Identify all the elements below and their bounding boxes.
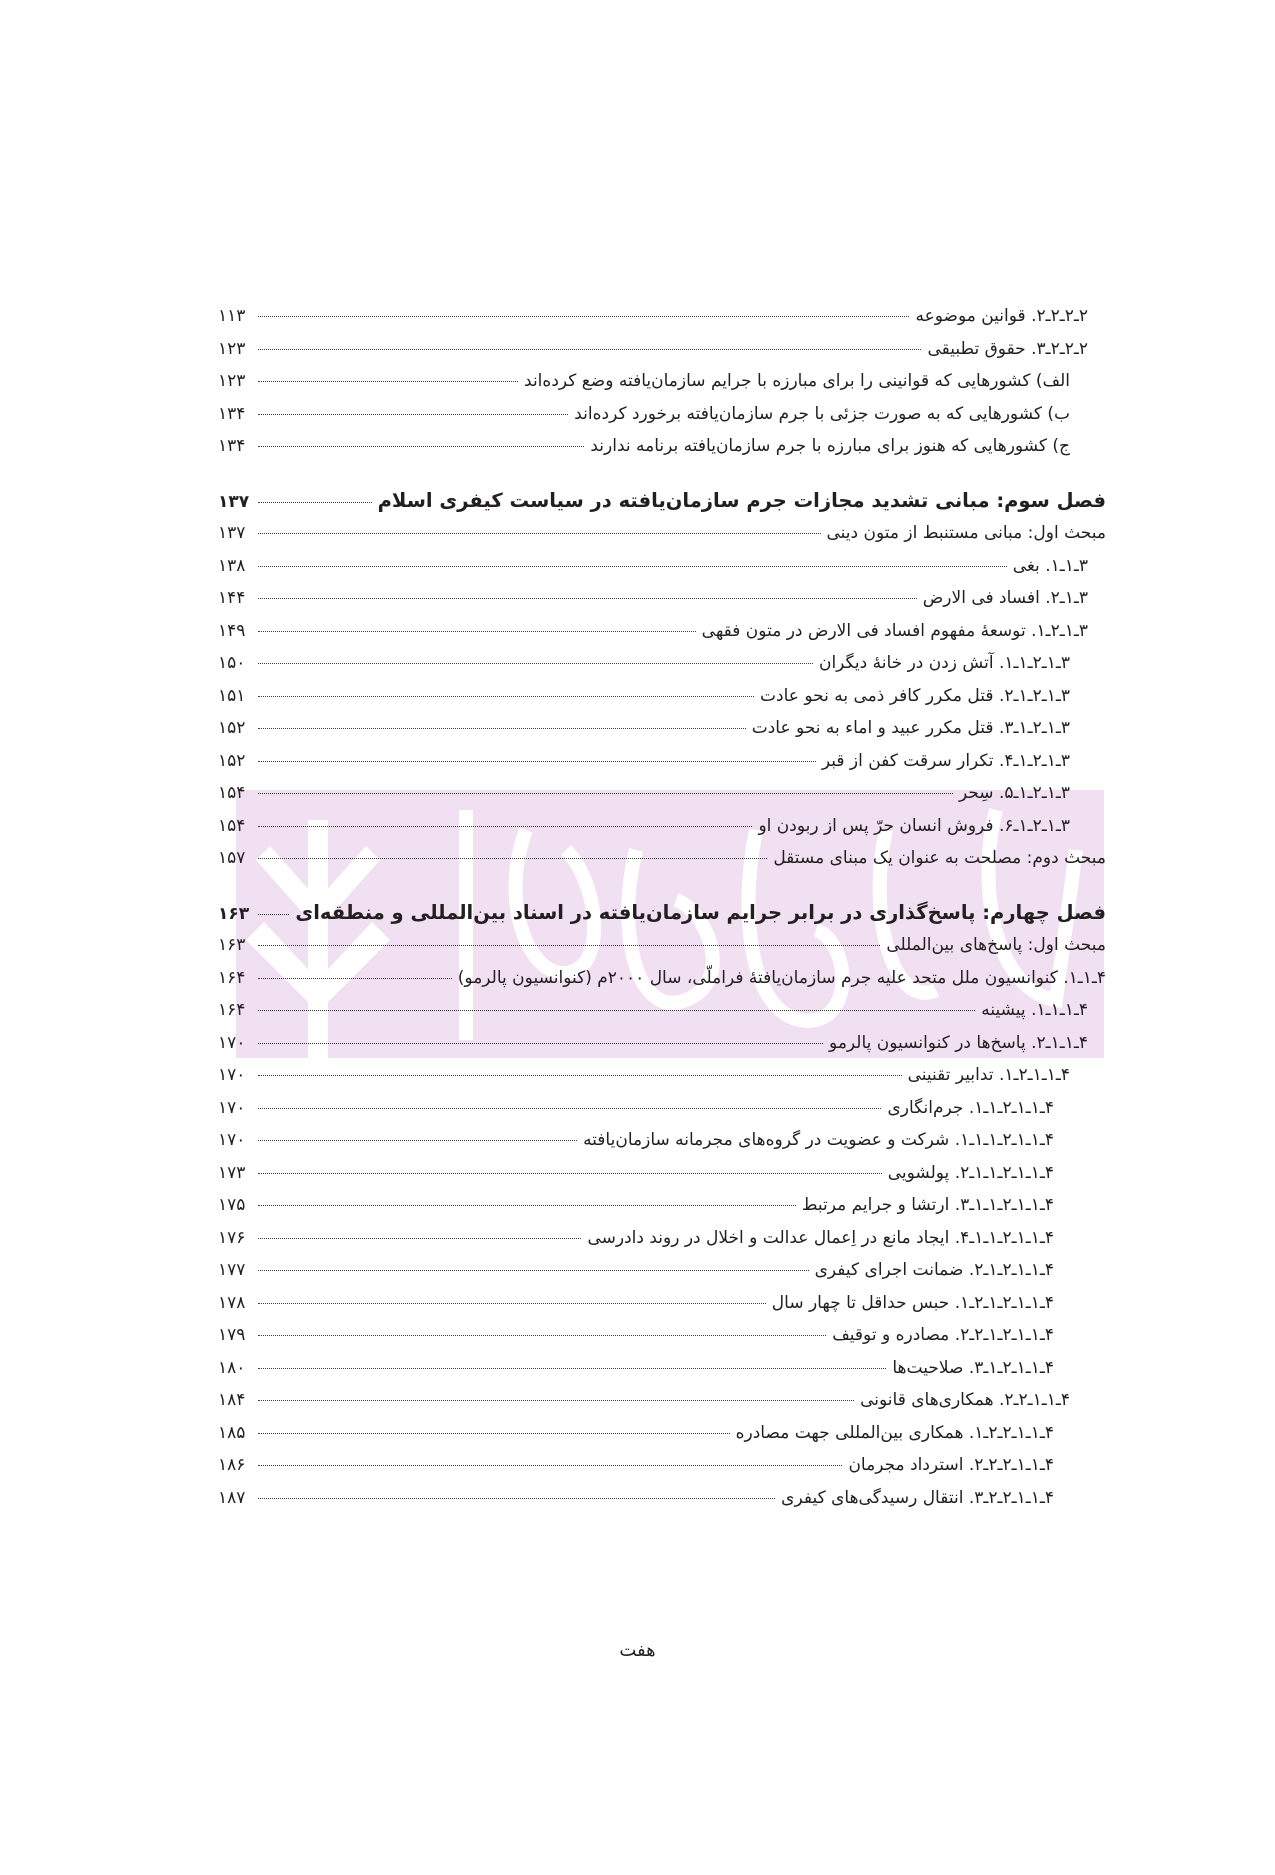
toc-entry-title: ۴ـ۱ـ۱ـ۲ـ۲ـ۳. انتقال رسیدگی‌های کیفری <box>781 1487 1054 1508</box>
toc-entry-title: ۳ـ۱ـ۲ـ۱ـ۳. قتل مکرر عبید و اماء به نحو عادت <box>751 718 1070 738</box>
dot-leader <box>258 1465 842 1466</box>
dot-leader <box>258 826 752 827</box>
dot-leader <box>258 1010 975 1011</box>
toc-entry-page-number: ۱۸۰ <box>218 1357 246 1378</box>
toc-entry[interactable] <box>218 810 1106 843</box>
toc-entry-page-number: ۱۴۹ <box>218 620 246 641</box>
toc-entry-title: فصل چهارم: پاسخ‌گذاری در برابر جرایم سازمان‌یافته در اسناد بین‌المللی و منطقه‌ای <box>295 900 1106 924</box>
dot-leader <box>258 663 813 664</box>
toc-entry[interactable] <box>218 994 1106 1027</box>
toc-entry-page-number: ۱۷۸ <box>218 1292 246 1313</box>
dot-leader <box>258 1368 886 1369</box>
toc-entry-page-number: ۱۷۰ <box>218 1130 246 1150</box>
dot-leader <box>258 566 1007 567</box>
toc-entry-page-number: ۱۳۷ <box>218 523 246 543</box>
toc-entry[interactable] <box>218 745 1106 778</box>
toc-entry-title: ۴ـ۱ـ۱ـ۲ـ۱ـ۱ـ۲. پولشویی <box>887 1162 1054 1183</box>
toc-entry[interactable] <box>218 1254 1106 1287</box>
dot-leader <box>258 945 880 946</box>
toc-entry[interactable] <box>218 1157 1106 1190</box>
toc-entry[interactable] <box>218 430 1106 463</box>
toc-entry-page-number: ۱۵۲ <box>218 718 246 738</box>
dot-leader <box>258 1173 882 1174</box>
dot-leader <box>258 533 821 534</box>
toc-entry-page-number: ۱۵۰ <box>218 653 246 673</box>
toc-entry-title: ب) کشورهایی که به صورت جزئی با جرم سازمان‌یافته برخورد کرده‌اند <box>574 403 1070 424</box>
toc-entry[interactable] <box>218 300 1106 333</box>
dot-leader <box>258 696 754 697</box>
toc-entry[interactable] <box>218 1059 1106 1092</box>
table-of-contents <box>218 300 1106 1514</box>
toc-entry-page-number: ۱۸۵ <box>218 1422 246 1443</box>
toc-entry[interactable] <box>218 517 1106 550</box>
dot-leader <box>258 1400 854 1401</box>
toc-entry-page-number: ۱۶۴ <box>218 967 246 988</box>
toc-entry[interactable] <box>218 962 1106 995</box>
dot-leader <box>258 978 452 979</box>
toc-entry[interactable] <box>218 550 1106 583</box>
toc-entry-page-number: ۱۶۳ <box>218 935 246 955</box>
toc-entry[interactable] <box>218 333 1106 366</box>
toc-entry-title: مبحث اول: مبانی مستنبط از متون دینی <box>826 523 1106 543</box>
toc-entry[interactable] <box>218 1287 1106 1320</box>
toc-entry[interactable] <box>218 1417 1106 1450</box>
toc-entry-page-number: ۱۷۰ <box>218 1032 246 1053</box>
toc-entry-title: ۲ـ۲ـ۲ـ۲. قوانین موضوعه <box>915 306 1088 326</box>
dot-leader <box>258 381 518 382</box>
dot-leader <box>258 316 909 317</box>
toc-entry-title: ۴ـ۱ـ۱ـ۲ـ۱ـ۲. ضمانت اجرای کیفری <box>814 1260 1054 1280</box>
toc-entry-page-number: ۱۷۹ <box>218 1325 246 1345</box>
toc-entry-page-number: ۱۵۷ <box>218 848 246 868</box>
dot-leader <box>258 1205 796 1206</box>
toc-entry[interactable] <box>218 1124 1106 1157</box>
toc-entry-title: ۴ـ۱ـ۱ـ۲ـ۱ـ۱ـ۱. شرکت و عضویت در گروه‌های مجرمانه سازمان‌یافته <box>583 1130 1054 1150</box>
dot-leader <box>258 414 568 415</box>
toc-entry-title: ۳ـ۱ـ۲ـ۱ـ۱. آتش زدن در خانهٔ دیگران <box>818 653 1070 673</box>
toc-entry[interactable] <box>218 365 1106 398</box>
toc-entry[interactable] <box>218 1222 1106 1255</box>
toc-entry-page-number: ۱۷۶ <box>218 1227 246 1248</box>
toc-entry-title: ۴ـ۱ـ۱ـ۲ـ۱ـ۱ـ۳. ارتشا و جرایم مرتبط <box>801 1195 1054 1215</box>
toc-entry[interactable] <box>218 647 1106 680</box>
toc-entry[interactable] <box>218 1092 1106 1125</box>
toc-entry-page-number: ۱۷۳ <box>218 1162 246 1183</box>
toc-entry-title: ۴ـ۱ـ۱ـ۲ـ۱. تدابیر تقنینی <box>907 1065 1070 1085</box>
toc-entry-title: ۳ـ۱ـ۲ـ۱ـ۵. سِحر <box>958 783 1070 803</box>
toc-entry-page-number: ۱۳۴ <box>218 436 246 456</box>
toc-entry[interactable] <box>218 615 1106 648</box>
dot-leader <box>258 1270 809 1271</box>
toc-entry-page-number: ۱۳۷ <box>218 491 250 512</box>
toc-entry-page-number: ۱۷۰ <box>218 1097 246 1118</box>
toc-entry-title: ۴ـ۱ـ۱ـ۲ـ۱ـ۱. جرم‌انگاری <box>887 1097 1054 1118</box>
section-gap <box>218 463 1106 485</box>
toc-entry-title: ۳ـ۱ـ۲ـ۱ـ۶. فروش انسان حرّ پس از ربودن او <box>758 815 1070 836</box>
dot-leader <box>258 858 767 859</box>
toc-entry-title: ۲ـ۲ـ۲ـ۳. حقوق تطبیقی <box>927 338 1088 359</box>
toc-entry[interactable] <box>218 1027 1106 1060</box>
dot-leader <box>258 1335 826 1336</box>
toc-entry-title: الف) کشورهایی که قوانینی را برای مبارزه با جرایم سازمان‌یافته وضع کرده‌اند <box>524 371 1070 391</box>
toc-entry[interactable] <box>218 1482 1106 1515</box>
toc-entry[interactable] <box>218 929 1106 962</box>
dot-leader <box>258 598 917 599</box>
toc-entry-page-number: ۱۶۴ <box>218 1000 246 1020</box>
toc-entry-page-number: ۱۵۲ <box>218 750 246 771</box>
dot-leader <box>258 631 696 632</box>
dot-leader <box>258 1075 902 1076</box>
toc-entry[interactable] <box>218 712 1106 745</box>
dot-leader <box>258 1433 730 1434</box>
toc-entry[interactable] <box>218 680 1106 713</box>
toc-entry-title: ۴ـ۱ـ۱ـ۲ـ۱ـ۱ـ۴. ایجاد مانع در اِعمال عدالت و اخلال در روند دادرسی <box>587 1227 1054 1248</box>
toc-entry-page-number: ۱۳۸ <box>218 555 246 576</box>
dot-leader <box>258 502 372 503</box>
toc-entry[interactable] <box>218 582 1106 615</box>
toc-entry-title: ۳ـ۱ـ۱. بغی <box>1012 555 1088 576</box>
dot-leader <box>258 761 816 762</box>
toc-entry-page-number: ۱۵۱ <box>218 685 246 706</box>
toc-entry-title: فصل سوم: مبانی تشدید مجازات جرم سازمان‌یافته در سیاست کیفری اسلام <box>377 488 1106 512</box>
toc-entry-page-number: ۱۷۷ <box>218 1260 246 1280</box>
toc-entry-title: ۴ـ۱ـ۱ـ۱. پیشینه <box>981 1000 1088 1020</box>
toc-entry-page-number: ۱۳۴ <box>218 403 246 424</box>
toc-entry-title: ۴ـ۱ـ۱ـ۲ـ۱ـ۲ـ۲. مصادره و توقیف <box>832 1325 1054 1345</box>
toc-entry-title: ۴ـ۱ـ۱ـ۲ـ۱ـ۲ـ۱. حبس حداقل تا چهار سال <box>771 1292 1054 1313</box>
toc-entry[interactable] <box>218 1384 1106 1417</box>
toc-entry-page-number: ۱۶۳ <box>218 903 250 924</box>
toc-entry-title: ۳ـ۱ـ۲ـ۱ـ۴. تکرار سرقت کفن از قبر <box>821 750 1070 771</box>
toc-entry-page-number: ۱۸۶ <box>218 1455 246 1475</box>
section-gap <box>218 875 1106 897</box>
toc-entry[interactable] <box>218 842 1106 875</box>
toc-entry-page-number: ۱۷۵ <box>218 1195 246 1215</box>
dot-leader <box>258 1238 581 1239</box>
dot-leader <box>258 914 289 915</box>
toc-entry[interactable] <box>218 398 1106 431</box>
toc-entry-page-number: ۱۸۴ <box>218 1390 246 1410</box>
toc-entry-title: مبحث دوم: مصلحت به عنوان یک مبنای مستقل <box>773 848 1106 868</box>
dot-leader <box>258 1498 775 1499</box>
toc-entry[interactable] <box>218 1449 1106 1482</box>
dot-leader <box>258 728 746 729</box>
toc-entry[interactable] <box>218 1319 1106 1352</box>
toc-entry-title: ۳ـ۱ـ۲ـ۱. توسعهٔ مفهوم افساد فی الارض در متون فقهی <box>701 620 1088 641</box>
toc-entry[interactable] <box>218 1189 1106 1222</box>
toc-entry-title: ۴ـ۱ـ۱ـ۲ـ۲. همکاری‌های قانونی <box>860 1390 1070 1410</box>
dot-leader <box>258 1043 823 1044</box>
toc-entry-page-number: ۱۴۴ <box>218 588 246 608</box>
toc-entry-title: مبحث اول: پاسخ‌های بین‌المللی <box>886 935 1106 955</box>
toc-chapter-entry[interactable] <box>218 897 1106 930</box>
toc-entry-title: ۴ـ۱ـ۱ـ۲ـ۲ـ۱. همکاری بین‌المللی جهت مصادره <box>735 1422 1054 1443</box>
toc-entry-title: ۴ـ۱ـ۱ـ۲ـ۲ـ۲. استرداد مجرمان <box>848 1455 1054 1475</box>
dot-leader <box>258 1108 881 1109</box>
toc-entry[interactable] <box>218 777 1106 810</box>
toc-entry-title: ۴ـ۱ـ۱ـ۲ـ۱ـ۳. صلاحیت‌ها <box>892 1357 1054 1378</box>
toc-entry-page-number: ۱۸۷ <box>218 1487 246 1508</box>
page-number-footer: هفت <box>619 1640 656 1661</box>
toc-entry-page-number: ۱۱۳ <box>218 306 246 326</box>
dot-leader <box>258 446 584 447</box>
toc-entry-page-number: ۱۲۳ <box>218 371 246 391</box>
toc-entry[interactable] <box>218 1352 1106 1385</box>
toc-entry-title: ج) کشورهایی که هنوز برای مبارزه با جرم سازمان‌یافته برنامه ندارند <box>590 436 1070 456</box>
toc-entry-title: ۳ـ۱ـ۲. افساد فی الارض <box>922 588 1088 608</box>
dot-leader <box>258 349 921 350</box>
toc-entry-title: ۴ـ۱ـ۱. کنوانسیون ملل متحد علیه جرم سازمان‌یافتهٔ فراملّی، سال ۲۰۰۰م (کنوانسیون پالرمو) <box>457 967 1106 988</box>
toc-entry-page-number: ۱۷۰ <box>218 1065 246 1085</box>
dot-leader <box>258 1303 766 1304</box>
dot-leader <box>258 1140 577 1141</box>
toc-entry-title: ۳ـ۱ـ۲ـ۱ـ۲. قتل مکرر کافر ذمی به نحو عادت <box>760 685 1070 706</box>
toc-entry-title: ۴ـ۱ـ۱ـ۲. پاسخ‌ها در کنوانسیون پالرمو <box>829 1032 1088 1053</box>
dot-leader <box>258 793 953 794</box>
toc-chapter-entry[interactable] <box>218 485 1106 518</box>
toc-entry-page-number: ۱۲۳ <box>218 338 246 359</box>
toc-entry-page-number: ۱۵۴ <box>218 815 246 836</box>
toc-entry-page-number: ۱۵۴ <box>218 783 246 803</box>
